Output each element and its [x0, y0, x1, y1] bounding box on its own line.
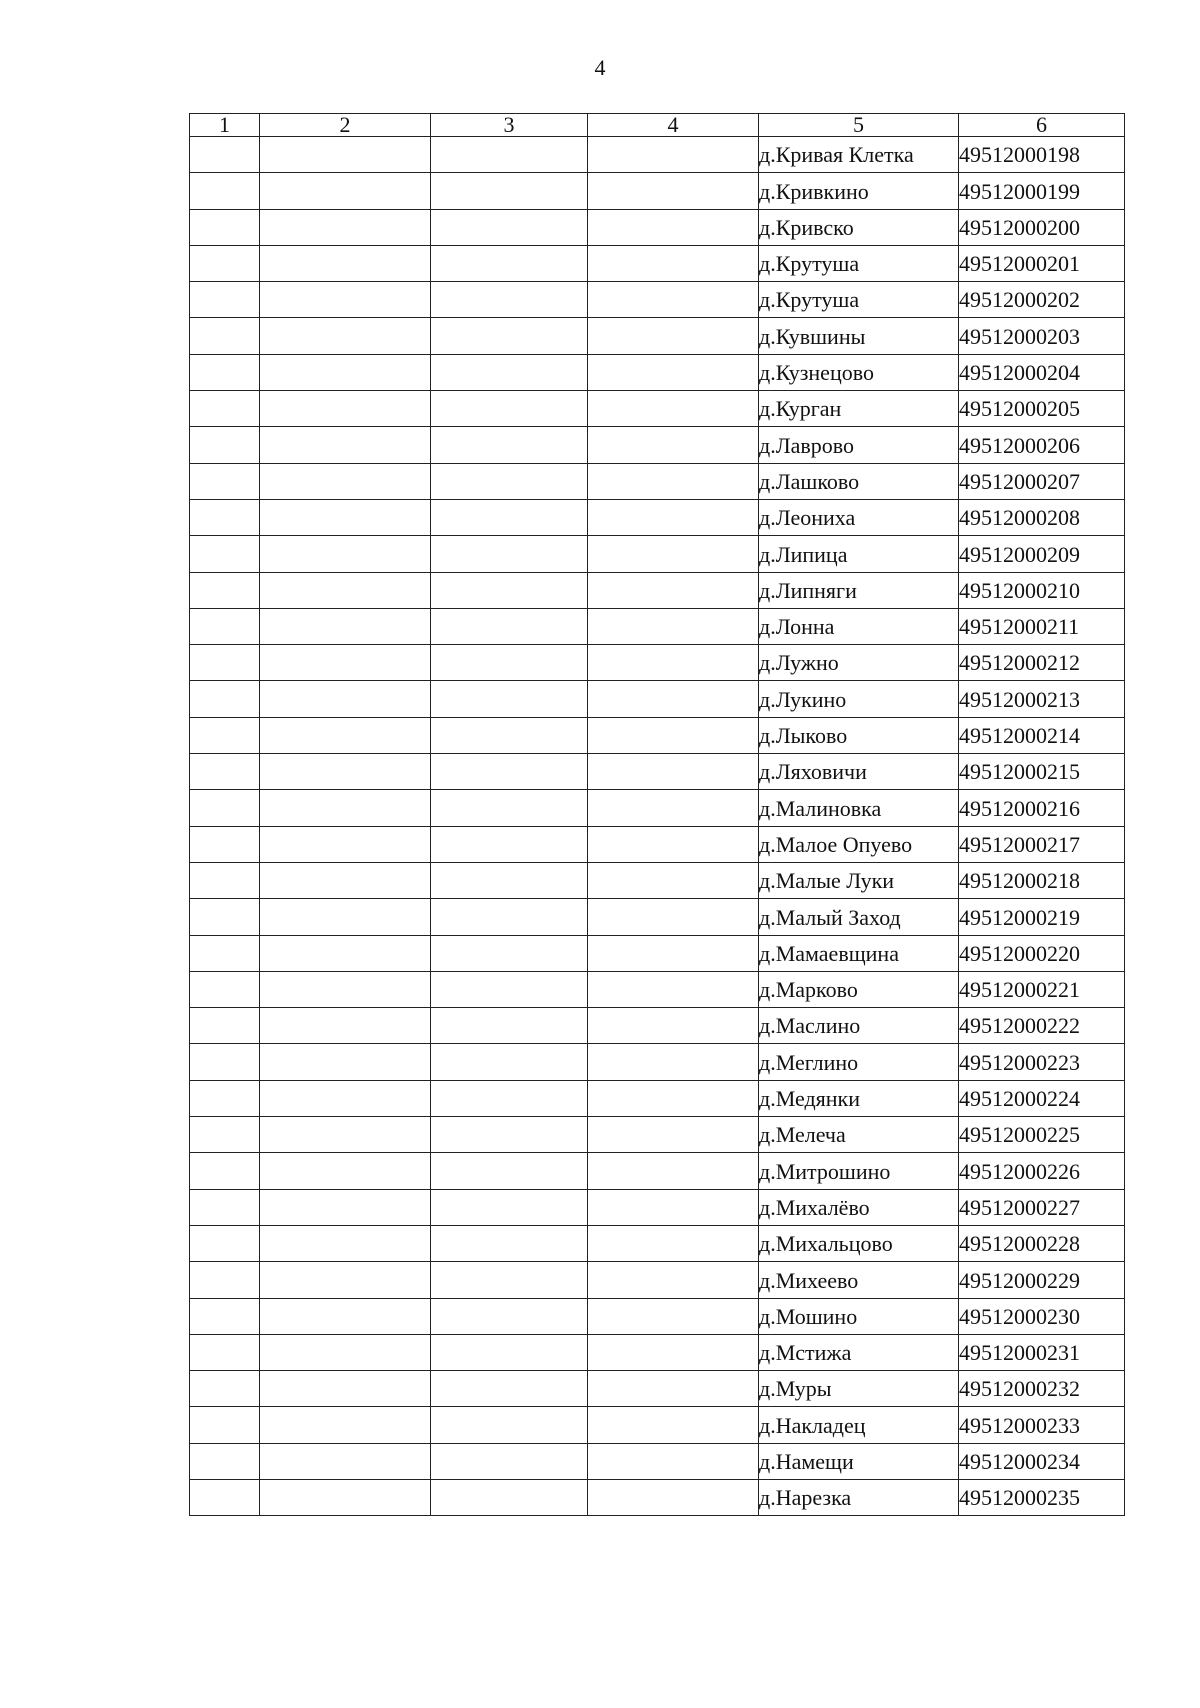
cell-col-4	[588, 1479, 759, 1515]
table-row	[190, 754, 1125, 790]
cell-col-3	[431, 790, 588, 826]
cell-col-2	[260, 1225, 431, 1261]
oktmo-code-cell: 49512000217	[959, 826, 1125, 862]
settlement-name-cell: д.Малиновка	[759, 790, 959, 826]
settlement-name-cell: д.Мелеча	[759, 1117, 959, 1153]
table-row	[190, 1334, 1125, 1370]
cell-col-3	[431, 427, 588, 463]
cell-col-3	[431, 137, 588, 173]
cell-col-2	[260, 536, 431, 572]
oktmo-code-cell: 49512000231	[959, 1334, 1125, 1370]
cell-col-2	[260, 137, 431, 173]
cell-col-3	[431, 899, 588, 935]
table-row	[190, 245, 1125, 281]
cell-col-1	[190, 427, 260, 463]
cell-col-4	[588, 717, 759, 753]
settlement-name-cell: д.Малые Луки	[759, 862, 959, 898]
cell-col-3	[431, 608, 588, 644]
settlement-name-cell: д.Маслино	[759, 1008, 959, 1044]
cell-col-3	[431, 862, 588, 898]
header-row	[190, 114, 1125, 137]
cell-col-2	[260, 354, 431, 390]
oktmo-code-cell: 49512000234	[959, 1443, 1125, 1479]
table-row	[190, 572, 1125, 608]
cell-col-2	[260, 645, 431, 681]
table-row	[190, 790, 1125, 826]
settlement-name-cell: д.Леониха	[759, 499, 959, 535]
oktmo-code-cell: 49512000201	[959, 245, 1125, 281]
cell-col-4	[588, 536, 759, 572]
cell-col-2	[260, 1479, 431, 1515]
cell-col-4	[588, 1117, 759, 1153]
cell-col-4	[588, 173, 759, 209]
settlement-name-cell: д.Кузнецово	[759, 354, 959, 390]
settlement-name-cell: д.Липняги	[759, 572, 959, 608]
cell-col-2	[260, 173, 431, 209]
settlement-name-cell: д.Малый Заход	[759, 899, 959, 935]
cell-col-4	[588, 463, 759, 499]
oktmo-code-cell: 49512000222	[959, 1008, 1125, 1044]
cell-col-2	[260, 427, 431, 463]
oktmo-code-cell: 49512000228	[959, 1225, 1125, 1261]
table-row	[190, 717, 1125, 753]
cell-col-3	[431, 1008, 588, 1044]
cell-col-2	[260, 935, 431, 971]
table-row	[190, 826, 1125, 862]
table-row	[190, 536, 1125, 572]
settlement-name-cell: д.Лужно	[759, 645, 959, 681]
settlement-name-cell: д.Марково	[759, 971, 959, 1007]
cell-col-4	[588, 681, 759, 717]
settlement-name-cell: д.Мамаевщина	[759, 935, 959, 971]
table-row	[190, 862, 1125, 898]
cell-col-1	[190, 173, 260, 209]
cell-col-4	[588, 1189, 759, 1225]
table-row	[190, 318, 1125, 354]
cell-col-3	[431, 354, 588, 390]
cell-col-4	[588, 1044, 759, 1080]
table-row	[190, 463, 1125, 499]
cell-col-1	[190, 354, 260, 390]
settlement-name-cell: д.Михеево	[759, 1262, 959, 1298]
cell-col-2	[260, 1117, 431, 1153]
settlement-name-cell: д.Кривая Клетка	[759, 137, 959, 173]
table-row	[190, 1080, 1125, 1116]
oktmo-code-cell: 49512000209	[959, 536, 1125, 572]
oktmo-code-cell: 49512000219	[959, 899, 1125, 935]
settlement-name-cell: д.Лашково	[759, 463, 959, 499]
settlement-name-cell: д.Крутуша	[759, 245, 959, 281]
cell-col-2	[260, 1262, 431, 1298]
oktmo-code-cell: 49512000204	[959, 354, 1125, 390]
cell-col-3	[431, 935, 588, 971]
settlement-name-cell: д.Мстижа	[759, 1334, 959, 1370]
cell-col-3	[431, 572, 588, 608]
cell-col-4	[588, 354, 759, 390]
table-row	[190, 282, 1125, 318]
oktmo-code-cell: 49512000200	[959, 209, 1125, 245]
oktmo-code-cell: 49512000212	[959, 645, 1125, 681]
cell-col-1	[190, 899, 260, 935]
cell-col-3	[431, 245, 588, 281]
cell-col-3	[431, 1044, 588, 1080]
cell-col-1	[190, 1371, 260, 1407]
table-header	[190, 114, 1125, 137]
cell-col-1	[190, 971, 260, 1007]
cell-col-2	[260, 681, 431, 717]
oktmo-code-cell: 49512000198	[959, 137, 1125, 173]
cell-col-3	[431, 1298, 588, 1334]
table-row	[190, 427, 1125, 463]
cell-col-4	[588, 790, 759, 826]
column-header-6: 6	[959, 114, 1125, 137]
cell-col-1	[190, 463, 260, 499]
cell-col-1	[190, 645, 260, 681]
cell-col-4	[588, 245, 759, 281]
cell-col-3	[431, 754, 588, 790]
cell-col-1	[190, 862, 260, 898]
oktmo-code-cell: 49512000235	[959, 1479, 1125, 1515]
settlement-name-cell: д.Накладец	[759, 1407, 959, 1443]
settlement-name-cell: д.Кривско	[759, 209, 959, 245]
settlement-name-cell: д.Митрошино	[759, 1153, 959, 1189]
cell-col-3	[431, 1189, 588, 1225]
cell-col-2	[260, 1189, 431, 1225]
cell-col-4	[588, 862, 759, 898]
table-row	[190, 899, 1125, 935]
cell-col-3	[431, 1262, 588, 1298]
table-row	[190, 1479, 1125, 1515]
cell-col-4	[588, 1008, 759, 1044]
cell-col-2	[260, 790, 431, 826]
cell-col-4	[588, 1407, 759, 1443]
cell-col-2	[260, 754, 431, 790]
cell-col-4	[588, 1262, 759, 1298]
column-header-2: 2	[260, 114, 431, 137]
cell-col-1	[190, 391, 260, 427]
table-row	[190, 499, 1125, 535]
cell-col-4	[588, 608, 759, 644]
cell-col-2	[260, 318, 431, 354]
oktmo-code-cell: 49512000218	[959, 862, 1125, 898]
cell-col-4	[588, 427, 759, 463]
cell-col-1	[190, 318, 260, 354]
cell-col-1	[190, 499, 260, 535]
cell-col-2	[260, 1153, 431, 1189]
cell-col-3	[431, 1371, 588, 1407]
oktmo-code-cell: 49512000210	[959, 572, 1125, 608]
cell-col-1	[190, 209, 260, 245]
table-row	[190, 1407, 1125, 1443]
table-row	[190, 608, 1125, 644]
oktmo-code-cell: 49512000205	[959, 391, 1125, 427]
cell-col-4	[588, 1298, 759, 1334]
cell-col-4	[588, 1371, 759, 1407]
settlement-name-cell: д.Крутуша	[759, 282, 959, 318]
cell-col-1	[190, 282, 260, 318]
oktmo-code-cell: 49512000203	[959, 318, 1125, 354]
oktmo-code-cell: 49512000224	[959, 1080, 1125, 1116]
cell-col-4	[588, 499, 759, 535]
settlement-name-cell: д.Михалёво	[759, 1189, 959, 1225]
cell-col-2	[260, 463, 431, 499]
oktmo-code-cell: 49512000202	[959, 282, 1125, 318]
table-row	[190, 1371, 1125, 1407]
cell-col-3	[431, 173, 588, 209]
cell-col-3	[431, 318, 588, 354]
table-row	[190, 1117, 1125, 1153]
cell-col-1	[190, 608, 260, 644]
cell-col-3	[431, 282, 588, 318]
cell-col-2	[260, 1407, 431, 1443]
cell-col-1	[190, 245, 260, 281]
cell-col-4	[588, 1153, 759, 1189]
page-number: 4	[594, 55, 606, 80]
cell-col-2	[260, 282, 431, 318]
cell-col-2	[260, 608, 431, 644]
cell-col-3	[431, 971, 588, 1007]
settlement-name-cell: д.Лыково	[759, 717, 959, 753]
oktmo-code-cell: 49512000221	[959, 971, 1125, 1007]
table-row	[190, 1044, 1125, 1080]
cell-col-1	[190, 1407, 260, 1443]
cell-col-2	[260, 572, 431, 608]
settlement-name-cell: д.Липица	[759, 536, 959, 572]
oktmo-code-cell: 49512000216	[959, 790, 1125, 826]
cell-col-4	[588, 318, 759, 354]
oktmo-code-cell: 49512000230	[959, 1298, 1125, 1334]
cell-col-1	[190, 1189, 260, 1225]
settlement-name-cell: д.Михальцово	[759, 1225, 959, 1261]
cell-col-2	[260, 1008, 431, 1044]
table-row	[190, 1008, 1125, 1044]
cell-col-1	[190, 1008, 260, 1044]
settlement-name-cell: д.Курган	[759, 391, 959, 427]
cell-col-1	[190, 1153, 260, 1189]
cell-col-1	[190, 1044, 260, 1080]
cell-col-4	[588, 1443, 759, 1479]
oktmo-code-cell: 49512000225	[959, 1117, 1125, 1153]
cell-col-1	[190, 826, 260, 862]
cell-col-1	[190, 137, 260, 173]
table-row	[190, 1225, 1125, 1261]
settlement-name-cell: д.Муры	[759, 1371, 959, 1407]
cell-col-4	[588, 282, 759, 318]
cell-col-3	[431, 1443, 588, 1479]
table-row	[190, 681, 1125, 717]
cell-col-2	[260, 1080, 431, 1116]
cell-col-4	[588, 754, 759, 790]
cell-col-4	[588, 826, 759, 862]
cell-col-3	[431, 463, 588, 499]
cell-col-3	[431, 1479, 588, 1515]
settlement-name-cell: д.Малое Опуево	[759, 826, 959, 862]
cell-col-3	[431, 1334, 588, 1370]
settlement-name-cell: д.Медянки	[759, 1080, 959, 1116]
cell-col-2	[260, 826, 431, 862]
oktmo-code-cell: 49512000229	[959, 1262, 1125, 1298]
table-row	[190, 1298, 1125, 1334]
oktmo-code-cell: 49512000208	[959, 499, 1125, 535]
table-row	[190, 935, 1125, 971]
table-row	[190, 391, 1125, 427]
oktmo-code-cell: 49512000199	[959, 173, 1125, 209]
cell-col-2	[260, 1298, 431, 1334]
cell-col-2	[260, 245, 431, 281]
cell-col-1	[190, 790, 260, 826]
cell-col-1	[190, 935, 260, 971]
cell-col-2	[260, 899, 431, 935]
column-header-4: 4	[588, 114, 759, 137]
cell-col-2	[260, 717, 431, 753]
table-row	[190, 354, 1125, 390]
cell-col-2	[260, 1443, 431, 1479]
cell-col-2	[260, 391, 431, 427]
cell-col-1	[190, 572, 260, 608]
settlement-name-cell: д.Намещи	[759, 1443, 959, 1479]
settlement-name-cell: д.Ляховичи	[759, 754, 959, 790]
oktmo-code-cell: 49512000223	[959, 1044, 1125, 1080]
table-row	[190, 137, 1125, 173]
cell-col-2	[260, 1044, 431, 1080]
oktmo-code-cell: 49512000211	[959, 608, 1125, 644]
oktmo-code-cell: 49512000214	[959, 717, 1125, 753]
cell-col-4	[588, 209, 759, 245]
cell-col-4	[588, 572, 759, 608]
settlement-name-cell: д.Лаврово	[759, 427, 959, 463]
cell-col-4	[588, 899, 759, 935]
cell-col-3	[431, 1225, 588, 1261]
cell-col-4	[588, 935, 759, 971]
settlement-name-cell: д.Лукино	[759, 681, 959, 717]
column-header-3: 3	[431, 114, 588, 137]
table-row	[190, 971, 1125, 1007]
table-row	[190, 1189, 1125, 1225]
settlement-name-cell: д.Мошино	[759, 1298, 959, 1334]
cell-col-1	[190, 1080, 260, 1116]
cell-col-1	[190, 1117, 260, 1153]
oktmo-code-cell: 49512000207	[959, 463, 1125, 499]
cell-col-2	[260, 1371, 431, 1407]
oktmo-code-cell: 49512000220	[959, 935, 1125, 971]
cell-col-2	[260, 862, 431, 898]
table-body	[190, 137, 1125, 1516]
cell-col-1	[190, 536, 260, 572]
oktmo-code-cell: 49512000232	[959, 1371, 1125, 1407]
cell-col-1	[190, 1298, 260, 1334]
cell-col-3	[431, 499, 588, 535]
table-row	[190, 1153, 1125, 1189]
cell-col-4	[588, 391, 759, 427]
cell-col-1	[190, 681, 260, 717]
cell-col-2	[260, 1334, 431, 1370]
settlement-name-cell: д.Лонна	[759, 608, 959, 644]
cell-col-4	[588, 971, 759, 1007]
cell-col-2	[260, 209, 431, 245]
cell-col-2	[260, 971, 431, 1007]
table-row	[190, 1443, 1125, 1479]
settlement-name-cell: д.Нарезка	[759, 1479, 959, 1515]
cell-col-1	[190, 1262, 260, 1298]
column-header-1: 1	[190, 114, 260, 137]
settlement-name-cell: д.Кувшины	[759, 318, 959, 354]
cell-col-3	[431, 1153, 588, 1189]
cell-col-4	[588, 137, 759, 173]
cell-col-2	[260, 499, 431, 535]
cell-col-1	[190, 717, 260, 753]
oktmo-code-cell: 49512000215	[959, 754, 1125, 790]
cell-col-1	[190, 754, 260, 790]
table-row	[190, 1262, 1125, 1298]
settlement-name-cell: д.Меглино	[759, 1044, 959, 1080]
oktmo-code-cell: 49512000206	[959, 427, 1125, 463]
cell-col-3	[431, 1117, 588, 1153]
cell-col-3	[431, 645, 588, 681]
cell-col-1	[190, 1443, 260, 1479]
cell-col-3	[431, 826, 588, 862]
cell-col-3	[431, 1080, 588, 1116]
oktmo-code-cell: 49512000213	[959, 681, 1125, 717]
cell-col-3	[431, 209, 588, 245]
settlement-name-cell: д.Кривкино	[759, 173, 959, 209]
oktmo-code-cell: 49512000227	[959, 1189, 1125, 1225]
cell-col-4	[588, 1225, 759, 1261]
cell-col-3	[431, 391, 588, 427]
oktmo-code-cell: 49512000226	[959, 1153, 1125, 1189]
cell-col-3	[431, 1407, 588, 1443]
settlements-table	[189, 113, 1125, 1516]
cell-col-1	[190, 1334, 260, 1370]
cell-col-1	[190, 1225, 260, 1261]
cell-col-3	[431, 681, 588, 717]
cell-col-3	[431, 536, 588, 572]
cell-col-3	[431, 717, 588, 753]
cell-col-1	[190, 1479, 260, 1515]
table-row	[190, 645, 1125, 681]
cell-col-4	[588, 645, 759, 681]
oktmo-code-cell: 49512000233	[959, 1407, 1125, 1443]
cell-col-4	[588, 1080, 759, 1116]
table-row	[190, 173, 1125, 209]
table-row	[190, 209, 1125, 245]
cell-col-4	[588, 1334, 759, 1370]
column-header-5: 5	[759, 114, 959, 137]
